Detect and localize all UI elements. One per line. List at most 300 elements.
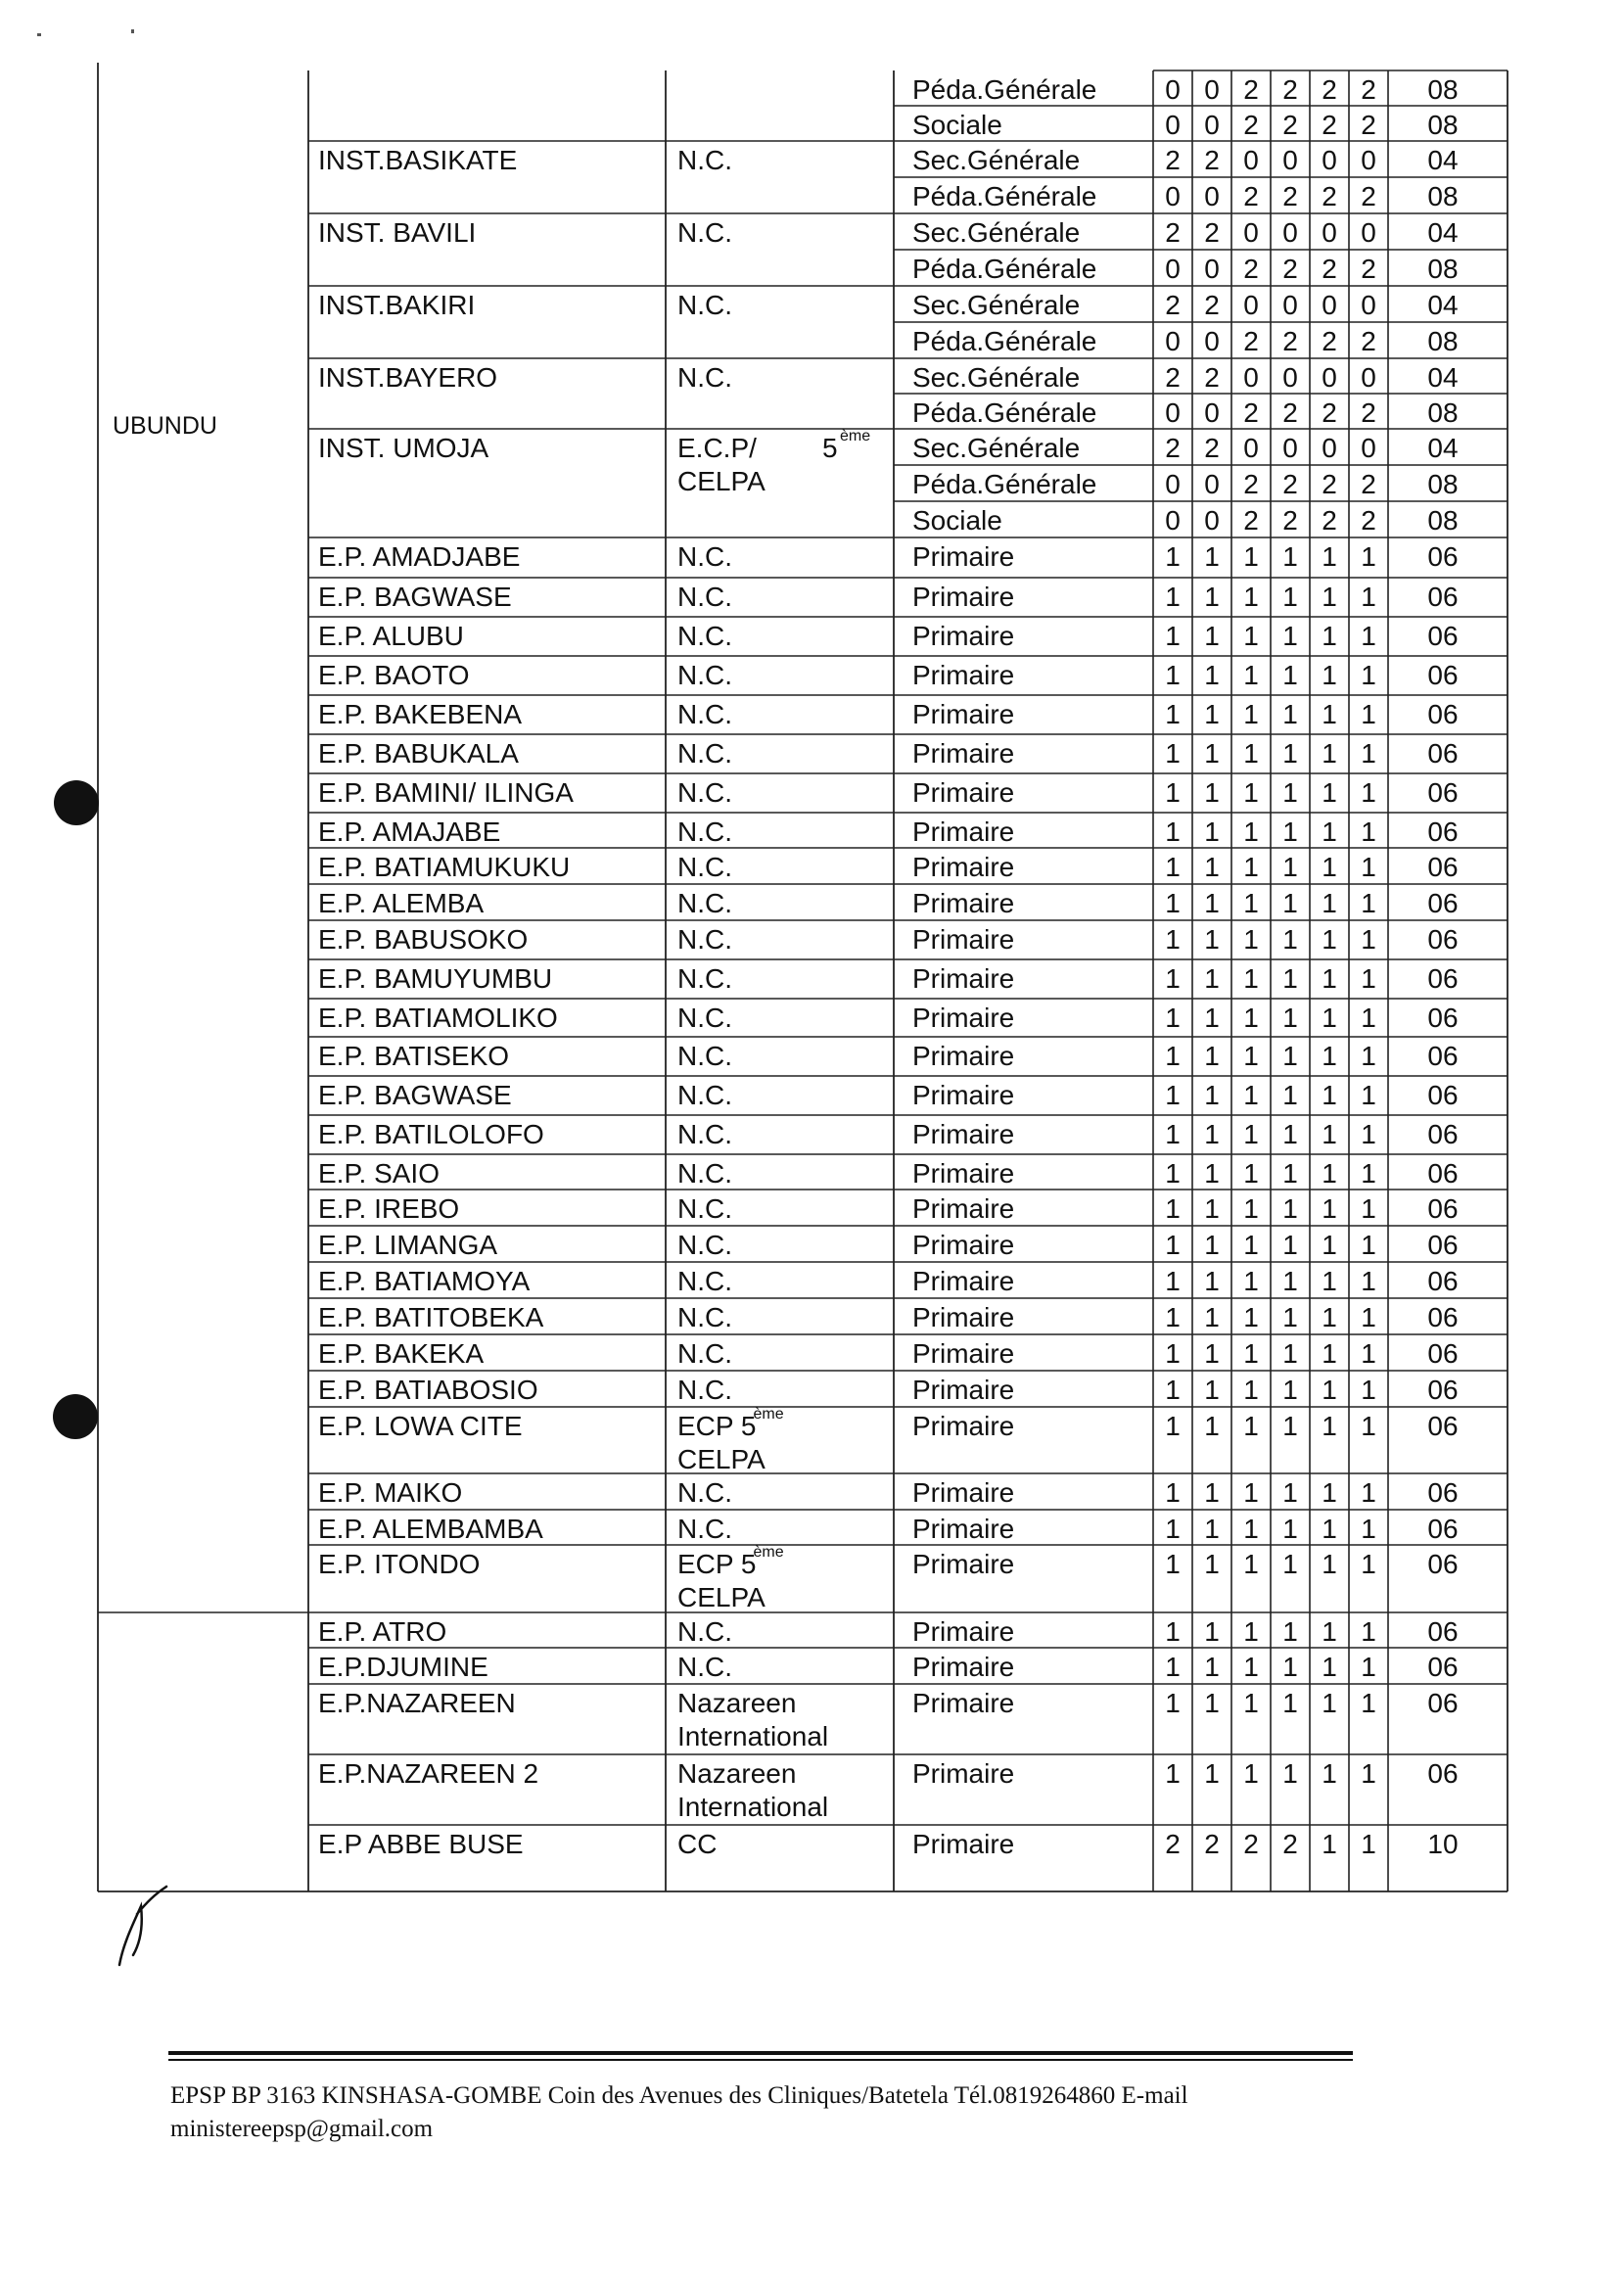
value-cell: 1 (1282, 1688, 1298, 1718)
region-label: UBUNDU (113, 412, 217, 440)
status-label: N.C. (677, 924, 732, 955)
total-cell: 06 (1427, 660, 1459, 690)
value-cell: 1 (1204, 1158, 1220, 1189)
value-cell: 2 (1243, 397, 1259, 428)
value-cell: 1 (1282, 1338, 1298, 1369)
value-cell: 1 (1282, 1119, 1298, 1149)
school-name: E.P. BATILOLOFO (318, 1119, 544, 1149)
value-cell: 1 (1204, 1119, 1220, 1149)
value-cell: 1 (1165, 1119, 1181, 1149)
value-cell: 2 (1282, 110, 1298, 140)
value-cell: 1 (1243, 963, 1259, 994)
value-cell: 0 (1322, 433, 1337, 463)
value-cell: 1 (1165, 1158, 1181, 1189)
total-cell: 06 (1427, 699, 1459, 729)
value-cell: 1 (1243, 1003, 1259, 1033)
school-name: INST.BAYERO (318, 362, 498, 393)
value-cell: 2 (1243, 110, 1259, 140)
school-name: E.P. ALUBU (318, 621, 464, 651)
value-cell: 1 (1204, 541, 1220, 572)
total-cell: 06 (1427, 1375, 1459, 1405)
value-cell: 1 (1204, 1041, 1220, 1071)
total-cell: 06 (1427, 1193, 1459, 1224)
value-cell: 2 (1361, 397, 1376, 428)
value-cell: 1 (1322, 1758, 1337, 1789)
value-cell: 0 (1361, 362, 1376, 393)
value-cell: 0 (1165, 326, 1181, 356)
value-cell: 1 (1165, 1477, 1181, 1508)
value-cell: 1 (1243, 1302, 1259, 1332)
value-cell: 1 (1322, 1652, 1337, 1682)
value-cell: 1 (1361, 1041, 1376, 1071)
value-cell: 2 (1243, 74, 1259, 105)
value-cell: 1 (1204, 1616, 1220, 1647)
value-cell: 0 (1204, 110, 1220, 140)
value-cell: 1 (1361, 924, 1376, 955)
total-cell: 04 (1427, 217, 1459, 248)
value-cell: 1 (1243, 1080, 1259, 1110)
value-cell: 1 (1322, 777, 1337, 808)
total-cell: 04 (1427, 433, 1459, 463)
value-cell: 1 (1361, 1158, 1376, 1189)
value-cell: 0 (1361, 217, 1376, 248)
value-cell: 1 (1165, 541, 1181, 572)
value-cell: 2 (1243, 1829, 1259, 1859)
value-cell: 1 (1204, 963, 1220, 994)
option-label: Primaire (912, 1302, 1015, 1332)
value-cell: 1 (1361, 1080, 1376, 1110)
value-cell: 1 (1243, 1266, 1259, 1296)
status-label: Nazareen (677, 1758, 797, 1789)
value-cell: 1 (1243, 1041, 1259, 1071)
total-cell: 06 (1427, 852, 1459, 882)
value-cell: 1 (1243, 1688, 1259, 1718)
option-label: Sociale (912, 110, 1002, 140)
school-name: E.P. BATIABOSIO (318, 1375, 538, 1405)
scan-speck (37, 33, 41, 36)
total-cell: 06 (1427, 1158, 1459, 1189)
option-label: Primaire (912, 738, 1015, 769)
value-cell: 1 (1165, 1302, 1181, 1332)
status-label: N.C. (677, 1158, 732, 1189)
value-cell: 2 (1361, 254, 1376, 284)
option-label: Primaire (912, 541, 1015, 572)
school-name: INST. BAVILI (318, 217, 477, 248)
value-cell: 1 (1282, 1266, 1298, 1296)
value-cell: 1 (1322, 1688, 1337, 1718)
value-cell: 2 (1322, 326, 1337, 356)
school-name: E.P. ALEMBAMBA (318, 1514, 543, 1544)
school-name: E.P. MAIKO (318, 1477, 463, 1508)
status-label: N.C. (677, 817, 732, 847)
value-cell: 1 (1165, 817, 1181, 847)
total-cell: 06 (1427, 1514, 1459, 1544)
value-cell: 2 (1204, 145, 1220, 175)
value-cell: 1 (1165, 621, 1181, 651)
status-label: N.C. (677, 963, 732, 994)
total-cell: 06 (1427, 1758, 1459, 1789)
value-cell: 1 (1361, 852, 1376, 882)
value-cell: 1 (1322, 582, 1337, 612)
value-cell: 1 (1204, 738, 1220, 769)
footer-line-1: EPSP BP 3163 KINSHASA-GOMBE Coin des Avenues des Cliniques/Batetela Tél.0819264860 E-mail (170, 2082, 1188, 2109)
value-cell: 1 (1322, 963, 1337, 994)
total-cell: 08 (1427, 469, 1459, 499)
value-cell: 1 (1204, 888, 1220, 918)
value-cell: 1 (1322, 1375, 1337, 1405)
value-cell: 1 (1243, 1411, 1259, 1441)
value-cell: 0 (1165, 397, 1181, 428)
value-cell: 0 (1204, 469, 1220, 499)
value-cell: 1 (1165, 1338, 1181, 1369)
option-label: Péda.Générale (912, 326, 1097, 356)
total-cell: 06 (1427, 1688, 1459, 1718)
total-cell: 06 (1427, 888, 1459, 918)
total-cell: 06 (1427, 1302, 1459, 1332)
value-cell: 1 (1322, 1338, 1337, 1369)
value-cell: 0 (1322, 145, 1337, 175)
school-name: INST. UMOJA (318, 433, 489, 463)
school-name: E.P. BATISEKO (318, 1041, 510, 1071)
total-cell: 06 (1427, 1411, 1459, 1441)
value-cell: 2 (1204, 433, 1220, 463)
value-cell: 1 (1282, 1302, 1298, 1332)
value-cell: 0 (1165, 181, 1181, 211)
value-cell: 1 (1282, 541, 1298, 572)
value-cell: 0 (1165, 505, 1181, 536)
status-label: N.C. (677, 1302, 732, 1332)
option-label: Primaire (912, 1119, 1015, 1149)
option-label: Primaire (912, 1158, 1015, 1189)
value-cell: 1 (1204, 1080, 1220, 1110)
value-cell: 2 (1361, 326, 1376, 356)
option-label: Primaire (912, 1411, 1015, 1441)
school-name: E.P. ITONDO (318, 1549, 481, 1579)
status-label-line2: International (677, 1721, 829, 1751)
status-label: ECP 5 (677, 1549, 757, 1579)
option-label: Primaire (912, 1375, 1015, 1405)
value-cell: 1 (1165, 777, 1181, 808)
status-label: N.C. (677, 1080, 732, 1110)
value-cell: 1 (1361, 660, 1376, 690)
value-cell: 1 (1361, 1375, 1376, 1405)
value-cell: 1 (1165, 1193, 1181, 1224)
value-cell: 0 (1204, 505, 1220, 536)
value-cell: 1 (1361, 1230, 1376, 1260)
value-cell: 1 (1322, 1266, 1337, 1296)
value-cell: 1 (1361, 888, 1376, 918)
value-cell: 0 (1282, 433, 1298, 463)
value-cell: 0 (1243, 433, 1259, 463)
value-cell: 1 (1282, 817, 1298, 847)
value-cell: 1 (1243, 1338, 1259, 1369)
value-cell: 1 (1204, 660, 1220, 690)
value-cell: 1 (1204, 1652, 1220, 1682)
value-cell: 1 (1243, 699, 1259, 729)
total-cell: 08 (1427, 181, 1459, 211)
total-cell: 10 (1427, 1829, 1459, 1859)
value-cell: 1 (1361, 1119, 1376, 1149)
status-label: CC (677, 1829, 718, 1859)
school-name: E.P. LOWA CITE (318, 1411, 523, 1441)
status-label: N.C. (677, 582, 732, 612)
school-name: E.P.NAZAREEN (318, 1688, 516, 1718)
value-cell: 0 (1204, 254, 1220, 284)
value-cell: 1 (1361, 1003, 1376, 1033)
value-cell: 1 (1322, 621, 1337, 651)
total-cell: 06 (1427, 738, 1459, 769)
total-cell: 06 (1427, 582, 1459, 612)
status-label-line2: CELPA (677, 1582, 766, 1612)
value-cell: 0 (1165, 74, 1181, 105)
value-cell: 1 (1165, 1758, 1181, 1789)
value-cell: 1 (1282, 1080, 1298, 1110)
option-label: Primaire (912, 1829, 1015, 1859)
value-cell: 1 (1282, 1616, 1298, 1647)
value-cell: 2 (1204, 290, 1220, 320)
value-cell: 2 (1361, 469, 1376, 499)
total-cell: 08 (1427, 326, 1459, 356)
value-cell: 1 (1282, 1549, 1298, 1579)
value-cell: 1 (1282, 1758, 1298, 1789)
footer-rule-thick (168, 2051, 1353, 2055)
total-cell: 04 (1427, 362, 1459, 393)
total-cell: 06 (1427, 1652, 1459, 1682)
value-cell: 1 (1361, 1514, 1376, 1544)
value-cell: 1 (1361, 582, 1376, 612)
value-cell: 1 (1322, 1477, 1337, 1508)
school-name: E.P. BAGWASE (318, 582, 512, 612)
option-label: Primaire (912, 1616, 1015, 1647)
school-name: E.P. BATITOBEKA (318, 1302, 544, 1332)
value-cell: 0 (1361, 145, 1376, 175)
status-label: N.C. (677, 621, 732, 651)
value-cell: 0 (1282, 145, 1298, 175)
status-label: N.C. (677, 290, 732, 320)
total-cell: 08 (1427, 254, 1459, 284)
value-cell: 2 (1243, 469, 1259, 499)
status-label: N.C. (677, 852, 732, 882)
value-cell: 1 (1282, 924, 1298, 955)
total-cell: 08 (1427, 110, 1459, 140)
value-cell: 1 (1165, 1230, 1181, 1260)
value-cell: 0 (1204, 74, 1220, 105)
school-name: E.P. AMADJABE (318, 541, 521, 572)
value-cell: 1 (1282, 660, 1298, 690)
status-label: N.C. (677, 1477, 732, 1508)
total-cell: 08 (1427, 74, 1459, 105)
value-cell: 1 (1322, 1411, 1337, 1441)
status-label: N.C. (677, 738, 732, 769)
value-cell: 1 (1361, 1616, 1376, 1647)
value-cell: 1 (1282, 582, 1298, 612)
value-cell: 1 (1204, 1266, 1220, 1296)
status-label: N.C. (677, 145, 732, 175)
value-cell: 2 (1243, 254, 1259, 284)
option-label: Primaire (912, 1338, 1015, 1369)
value-cell: 1 (1243, 1158, 1259, 1189)
value-cell: 2 (1243, 326, 1259, 356)
value-cell: 2 (1322, 397, 1337, 428)
value-cell: 1 (1322, 1119, 1337, 1149)
option-label: Primaire (912, 817, 1015, 847)
value-cell: 1 (1165, 1514, 1181, 1544)
school-name: E.P. SAIO (318, 1158, 440, 1189)
total-cell: 06 (1427, 1477, 1459, 1508)
status-label: ECP 5 (677, 1411, 757, 1441)
option-label: Primaire (912, 1266, 1015, 1296)
value-cell: 1 (1165, 1616, 1181, 1647)
value-cell: 1 (1282, 1230, 1298, 1260)
status-label-line2: CELPA (677, 466, 766, 496)
value-cell: 1 (1361, 1411, 1376, 1441)
option-label: Primaire (912, 582, 1015, 612)
value-cell: 1 (1361, 1652, 1376, 1682)
total-cell: 06 (1427, 1266, 1459, 1296)
school-name: INST.BASIKATE (318, 145, 518, 175)
status-label: N.C. (677, 1193, 732, 1224)
value-cell: 1 (1204, 1230, 1220, 1260)
value-cell: 1 (1243, 817, 1259, 847)
value-cell: 1 (1204, 1302, 1220, 1332)
school-name: E.P. BATIAMOYA (318, 1266, 531, 1296)
status-label: N.C. (677, 217, 732, 248)
value-cell: 0 (1282, 217, 1298, 248)
total-cell: 06 (1427, 541, 1459, 572)
status-label: N.C. (677, 1652, 732, 1682)
school-name: E.P. BAOTO (318, 660, 470, 690)
option-label: Primaire (912, 1652, 1015, 1682)
status-label: N.C. (677, 699, 732, 729)
punch-hole (53, 1394, 98, 1439)
option-label: Sec.Générale (912, 290, 1081, 320)
option-label: Péda.Générale (912, 397, 1097, 428)
option-label: Péda.Générale (912, 469, 1097, 499)
value-cell: 2 (1322, 505, 1337, 536)
value-cell: 1 (1243, 582, 1259, 612)
value-cell: 2 (1282, 397, 1298, 428)
total-cell: 06 (1427, 621, 1459, 651)
total-cell: 06 (1427, 1041, 1459, 1071)
value-cell: 1 (1204, 1514, 1220, 1544)
value-cell: 0 (1204, 397, 1220, 428)
total-cell: 06 (1427, 777, 1459, 808)
status-label-line2: International (677, 1792, 829, 1822)
value-cell: 1 (1165, 1266, 1181, 1296)
value-cell: 2 (1165, 145, 1181, 175)
value-cell: 2 (1282, 254, 1298, 284)
value-cell: 1 (1243, 660, 1259, 690)
value-cell: 1 (1361, 963, 1376, 994)
value-cell: 0 (1165, 254, 1181, 284)
value-cell: 1 (1204, 817, 1220, 847)
total-cell: 08 (1427, 505, 1459, 536)
option-label: Primaire (912, 924, 1015, 955)
school-name: E.P ABBE BUSE (318, 1829, 524, 1859)
total-cell: 04 (1427, 145, 1459, 175)
signature-mark (116, 1885, 174, 1973)
value-cell: 1 (1282, 1003, 1298, 1033)
value-cell: 1 (1322, 924, 1337, 955)
value-cell: 1 (1322, 1080, 1337, 1110)
value-cell: 1 (1322, 1549, 1337, 1579)
value-cell: 2 (1322, 469, 1337, 499)
option-label: Sec.Générale (912, 433, 1081, 463)
value-cell: 1 (1204, 1003, 1220, 1033)
value-cell: 1 (1243, 777, 1259, 808)
status-label: N.C. (677, 1338, 732, 1369)
value-cell: 1 (1322, 1302, 1337, 1332)
school-name: INST.BAKIRI (318, 290, 476, 320)
value-cell: 2 (1322, 254, 1337, 284)
value-cell: 0 (1204, 326, 1220, 356)
value-cell: 2 (1165, 290, 1181, 320)
value-cell: 1 (1322, 1829, 1337, 1859)
value-cell: 1 (1361, 621, 1376, 651)
value-cell: 1 (1361, 1688, 1376, 1718)
value-cell: 1 (1165, 1375, 1181, 1405)
value-cell: 1 (1165, 1688, 1181, 1718)
status-label: N.C. (677, 1041, 732, 1071)
punch-hole (54, 780, 99, 825)
value-cell: 1 (1165, 699, 1181, 729)
value-cell: 0 (1243, 217, 1259, 248)
total-cell: 04 (1427, 290, 1459, 320)
value-cell: 1 (1322, 1003, 1337, 1033)
value-cell: 1 (1322, 1514, 1337, 1544)
value-cell: 1 (1204, 852, 1220, 882)
value-cell: 2 (1165, 433, 1181, 463)
value-cell: 1 (1282, 1411, 1298, 1441)
option-label: Péda.Générale (912, 254, 1097, 284)
value-cell: 1 (1361, 1549, 1376, 1579)
status-label-line2: CELPA (677, 1444, 766, 1474)
value-cell: 1 (1361, 1477, 1376, 1508)
value-cell: 2 (1282, 181, 1298, 211)
value-cell: 1 (1243, 1375, 1259, 1405)
value-cell: 1 (1204, 1477, 1220, 1508)
value-cell: 1 (1204, 1688, 1220, 1718)
option-label: Péda.Générale (912, 74, 1097, 105)
status-superscript: ème (840, 428, 871, 444)
option-label: Primaire (912, 1514, 1015, 1544)
value-cell: 0 (1165, 469, 1181, 499)
value-cell: 0 (1361, 433, 1376, 463)
option-label: Primaire (912, 888, 1015, 918)
school-name: E.P. BAKEKA (318, 1338, 485, 1369)
value-cell: 1 (1322, 699, 1337, 729)
value-cell: 2 (1243, 181, 1259, 211)
value-cell: 1 (1243, 1758, 1259, 1789)
option-label: Primaire (912, 699, 1015, 729)
option-label: Primaire (912, 1230, 1015, 1260)
value-cell: 1 (1282, 852, 1298, 882)
value-cell: 1 (1361, 817, 1376, 847)
value-cell: 1 (1322, 1041, 1337, 1071)
school-name: E.P. LIMANGA (318, 1230, 498, 1260)
value-cell: 1 (1322, 1230, 1337, 1260)
value-cell: 1 (1243, 1230, 1259, 1260)
value-cell: 1 (1165, 1411, 1181, 1441)
value-cell: 1 (1204, 777, 1220, 808)
school-name: E.P. ALEMBA (318, 888, 485, 918)
value-cell: 2 (1282, 505, 1298, 536)
total-cell: 06 (1427, 1003, 1459, 1033)
value-cell: 2 (1322, 110, 1337, 140)
value-cell: 1 (1243, 888, 1259, 918)
value-cell: 1 (1282, 1193, 1298, 1224)
school-name: E.P. BABUSOKO (318, 924, 529, 955)
